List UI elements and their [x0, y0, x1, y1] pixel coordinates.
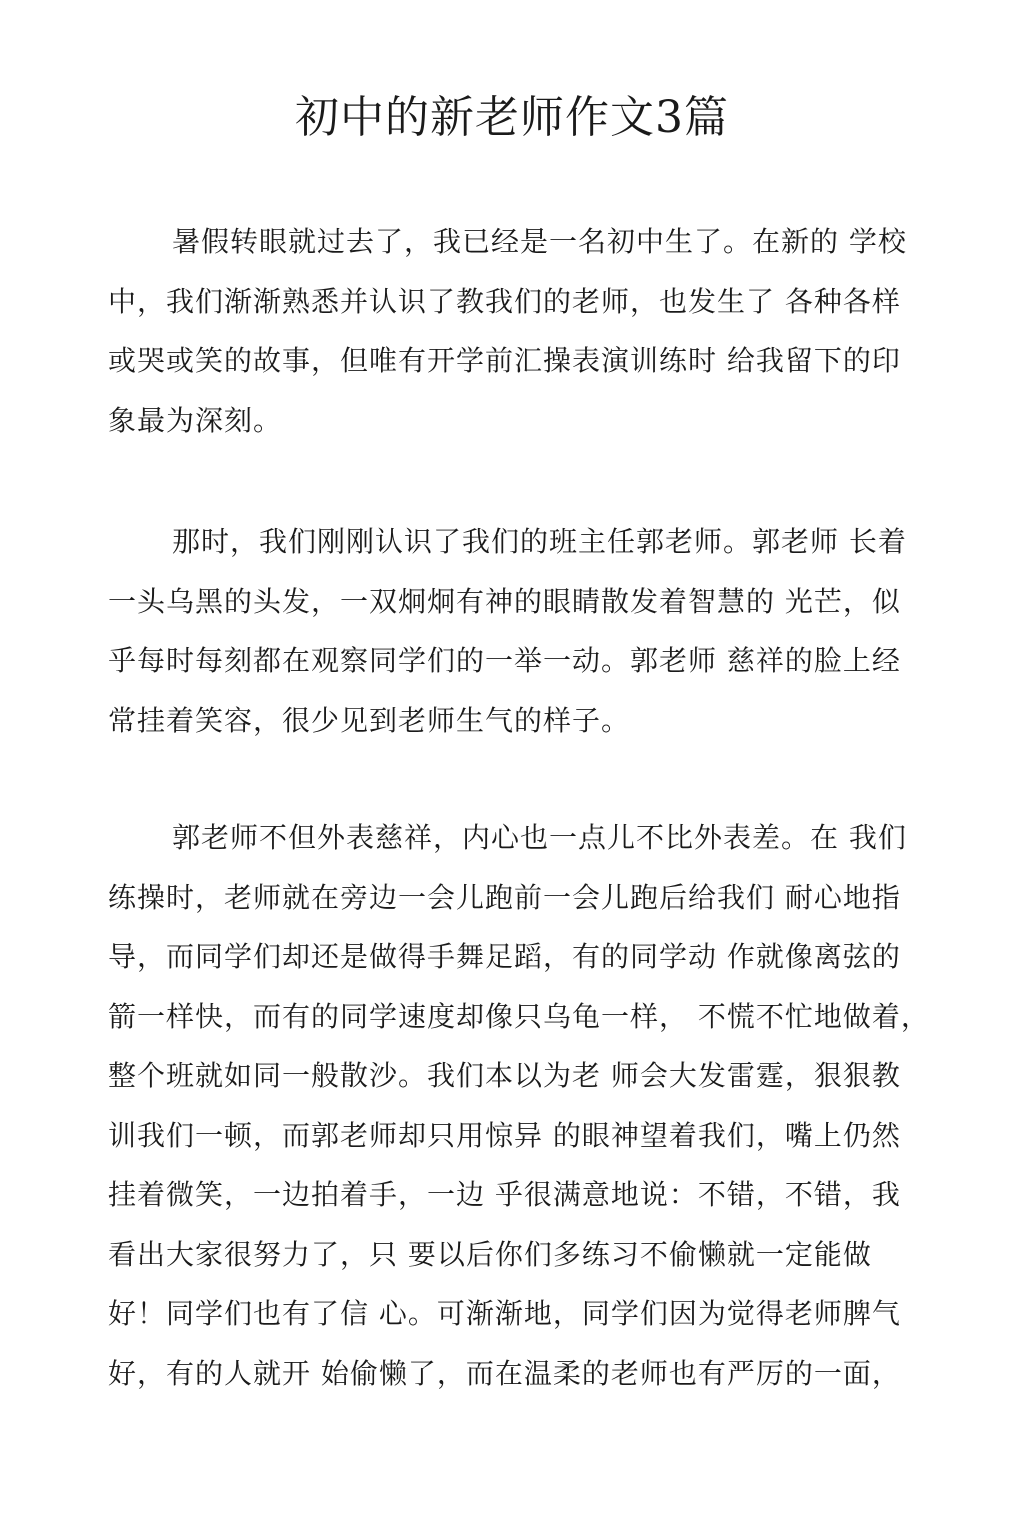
text-line: 中，我们渐渐熟悉并认识了教我们的老师，也发生了 各种各样 [108, 284, 901, 318]
text-line: 象最为深刻。 [108, 403, 283, 437]
text-line: 郭老师不但外表慈祥，内心也一点儿不比外表差。在 我们 [172, 821, 907, 854]
text-line: 整个班就如同一般散沙。我们本以为老 师会大发雷霆，狠狠教 [108, 1059, 901, 1092]
paragraph-1 [108, 212, 938, 450]
text-line: 好，有的人就开 始偷懒了，而在温柔的老师也有严厉的一面， [108, 1356, 901, 1390]
text-line: 训我们一顿，而郭老师却只用惊异 的眼神望着我们，嘴上仍然 [108, 1118, 901, 1152]
paragraph-2 [108, 512, 938, 750]
text-line: 或哭或笑的故事，但唯有开学前汇操表演训练时 给我留下的印 [108, 344, 901, 377]
text-line: 挂着微笑，一边拍着手，一边 乎很满意地说：不错，不错，我 [108, 1178, 901, 1211]
text-line: 练操时，老师就在旁边一会儿跑前一会儿跑后给我们 耐心地指 [108, 880, 901, 914]
document-title: 初中的新老师作文3篇 [295, 92, 729, 143]
text-line: 常挂着笑容，很少见到老师生气的样子。 [108, 703, 631, 737]
text-line: 好！同学们也有了信 心。可渐渐地，同学们因为觉得老师脾气 [108, 1297, 901, 1330]
text-line: 那时，我们刚刚认识了我们的班主任郭老师。郭老师 长着 [172, 525, 907, 558]
text-line: 乎每时每刻都在观察同学们的一举一动。郭老师 慈祥的脸上经 [108, 644, 901, 677]
text-line: 箭一样快，而有的同学速度却像只乌龟一样， 不慌不忙地做着， [108, 999, 930, 1033]
text-line: 导，而同学们却还是做得手舞足蹈，有的同学动 作就像离弦的 [108, 940, 901, 973]
text-line: 看出大家很努力了，只 要以后你们多练习不偷懒就一定能做 [108, 1237, 872, 1271]
text-line: 暑假转眼就过去了，我已经是一名初中生了。在新的 学校 [172, 225, 907, 258]
text-line: 一头乌黑的头发，一双炯炯有神的眼睛散发着智慧的 光芒，似 [108, 584, 901, 618]
paragraph-3 [108, 808, 938, 1403]
